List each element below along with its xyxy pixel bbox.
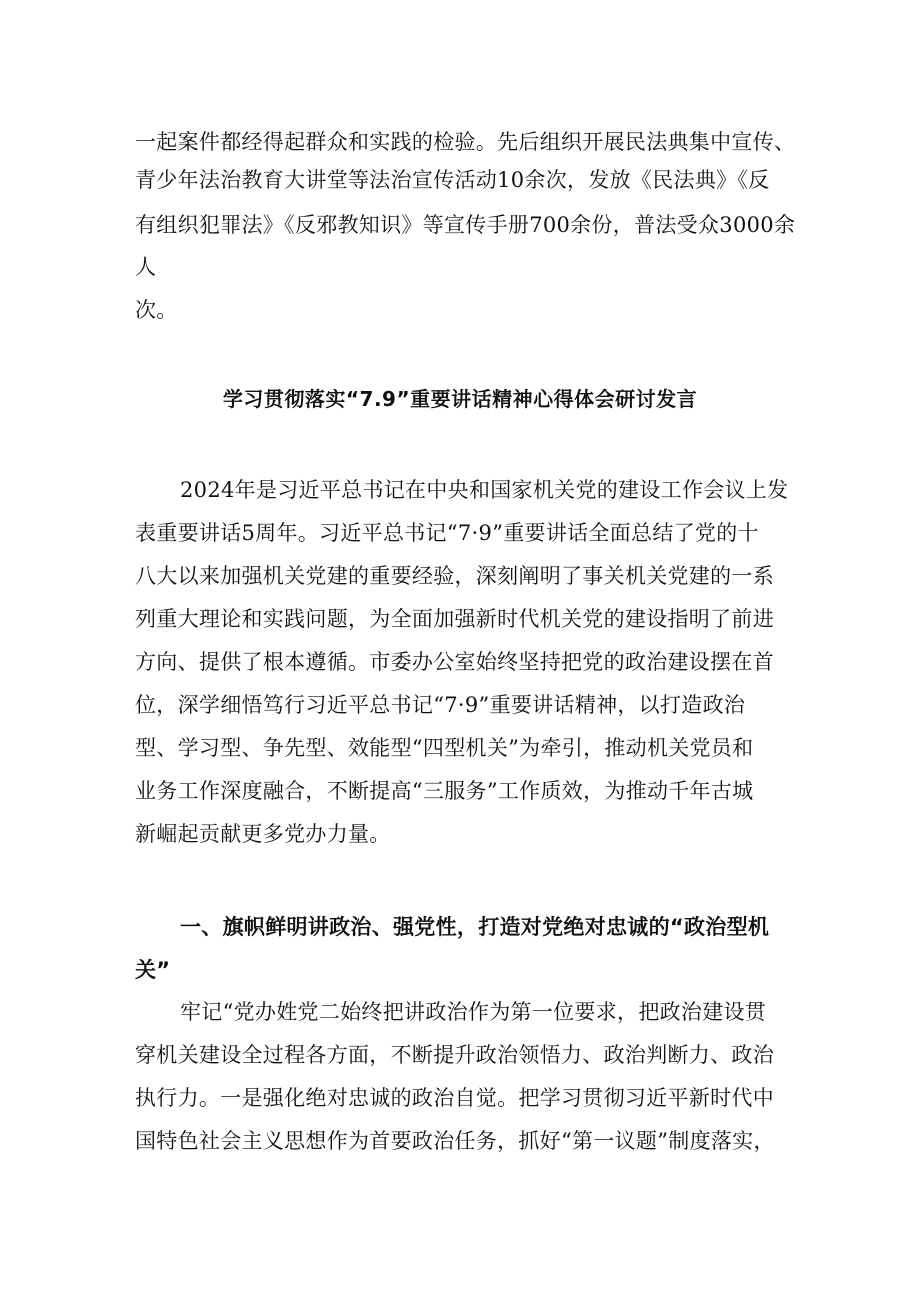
prev-paragraph-line-2: 青少年法治教育大讲堂等法治宣传活动10余次，发放《民法典》《反 — [135, 168, 770, 192]
section-1-heading-line-1: 一、旗帜鲜明讲政治、强党性，打造对党绝对忠诚的“政治型机 — [180, 915, 770, 939]
section-1-heading-line-2: 关” — [135, 958, 171, 982]
intro-line-2: 表重要讲话5周年。习近平总书记“7·9”重要讲话全面总结了党的十 — [135, 521, 759, 545]
prev-paragraph-line-1: 一起案件都经得起群众和实践的检验。先后组织开展民法典集中宣传、 — [135, 130, 796, 154]
intro-line-1: 2024年是习近平总书记在中央和国家机关党的建设工作会议上发 — [180, 478, 789, 502]
section-1-body-line-1: 牢记“党办姓党二始终把讲政治作为第一位要求，把政治建设贯 — [180, 1000, 767, 1024]
intro-line-3: 八大以来加强机关党建的重要经验，深刻阐明了事关机关党建的一系 — [135, 564, 774, 588]
intro-line-6: 位，深学细悟笃行习近平总书记“7·9”重要讲话精神，以打造政治 — [135, 693, 746, 717]
intro-line-8: 业务工作深度融合，不断提高“三服务”工作质效，为推动千年古城 — [135, 779, 754, 803]
section-1-body-line-2: 穿机关建设全过程各方面，不断提升政治领悟力、政治判断力、政治 — [135, 1043, 774, 1067]
intro-line-5: 方向、提供了根本遵循。市委办公室始终坚持把党的政治建设摆在首 — [135, 650, 774, 674]
intro-line-4: 列重大理论和实践问题，为全面加强新时代机关党的建设指明了前进 — [135, 607, 774, 631]
section-1-body-line-3: 执行力。一是强化绝对忠诚的政治自觉。把学习贯彻习近平新时代中 — [135, 1086, 774, 1110]
section-1-body-line-4: 国特色社会主义思想作为首要政治任务，抓好“第一议题”制度落实， — [135, 1129, 775, 1153]
article-title: 学习贯彻落实“7.9”重要讲话精神心得体会研讨发言 — [222, 387, 698, 411]
intro-line-7: 型、学习型、争先型、效能型“四型机关”为牵引，推动机关党员和 — [135, 736, 754, 760]
prev-paragraph-line-5: 次。 — [135, 298, 178, 322]
prev-paragraph-line-4: 人 — [135, 255, 157, 279]
prev-paragraph-line-3: 有组织犯罪法》《反邪教知识》等宣传手册700余份，普法受众3000余 — [135, 213, 796, 237]
intro-line-9: 新崛起贡献更多党办力量。 — [135, 822, 391, 846]
